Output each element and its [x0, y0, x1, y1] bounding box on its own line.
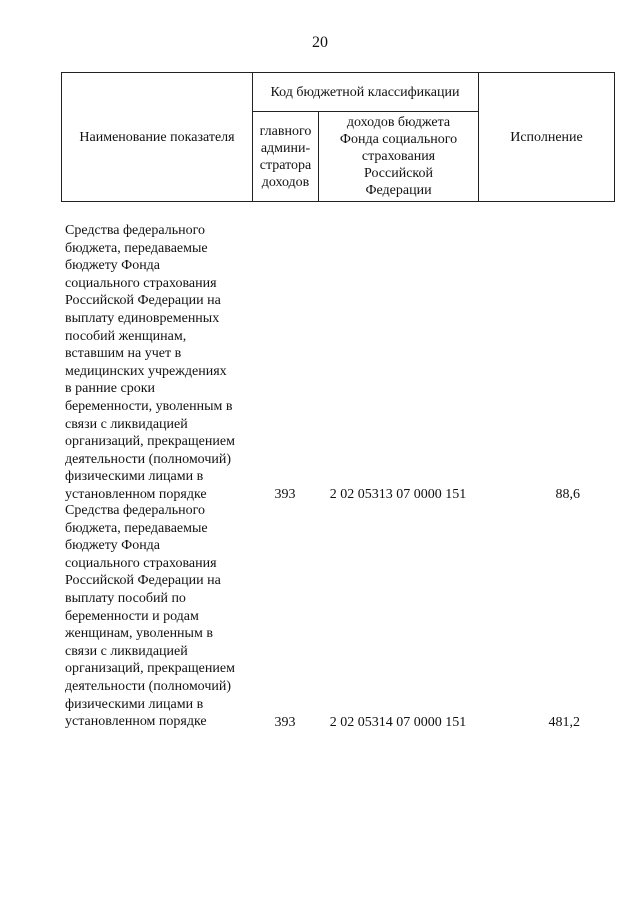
row-name: Средства федерального бюджета, передаваемые бюджету Фонда социального страхования Российской Федерации на выплату пособий по беременности и родам женщинам, уволенным в связи с ликвидацией организаций, прекращением деятельности (полномочий) физическими лицами в установленном порядке [65, 503, 235, 730]
row-admin-code: 393 [274, 487, 296, 502]
header-execution: Исполнение [510, 129, 583, 145]
page-number: 20 [312, 34, 328, 51]
header-admin: главного админи-стратора доходов [259, 123, 312, 190]
header-code-group: Код бюджетной классификации [270, 84, 460, 100]
row-name: Средства федерального бюджета, передаваемые бюджету Фонда социального страхования Российской Федерации на выплату единовременных пособий женщинам, вставшим на учет в медицинских учреждениях в ранние сроки беременности, уволенным в связи с ликвидацией организаций, прекращением деятельности (полномочий) физическими лицами в установленном порядке [65, 223, 235, 502]
table-row [0, 222, 640, 506]
table-row [0, 502, 640, 734]
header-name: Наименование показателя [79, 129, 235, 145]
row-revenue-code: 2 02 05314 07 0000 151 [329, 715, 467, 730]
row-admin-code: 393 [274, 715, 296, 730]
row-revenue-code: 2 02 05313 07 0000 151 [329, 487, 467, 502]
row-amount: 481,2 [548, 715, 580, 730]
header-revenue: доходов бюджета Фонда социального страхования Российской Федерации [339, 115, 458, 198]
row-amount: 88,6 [555, 487, 580, 502]
table-header [61, 72, 615, 202]
